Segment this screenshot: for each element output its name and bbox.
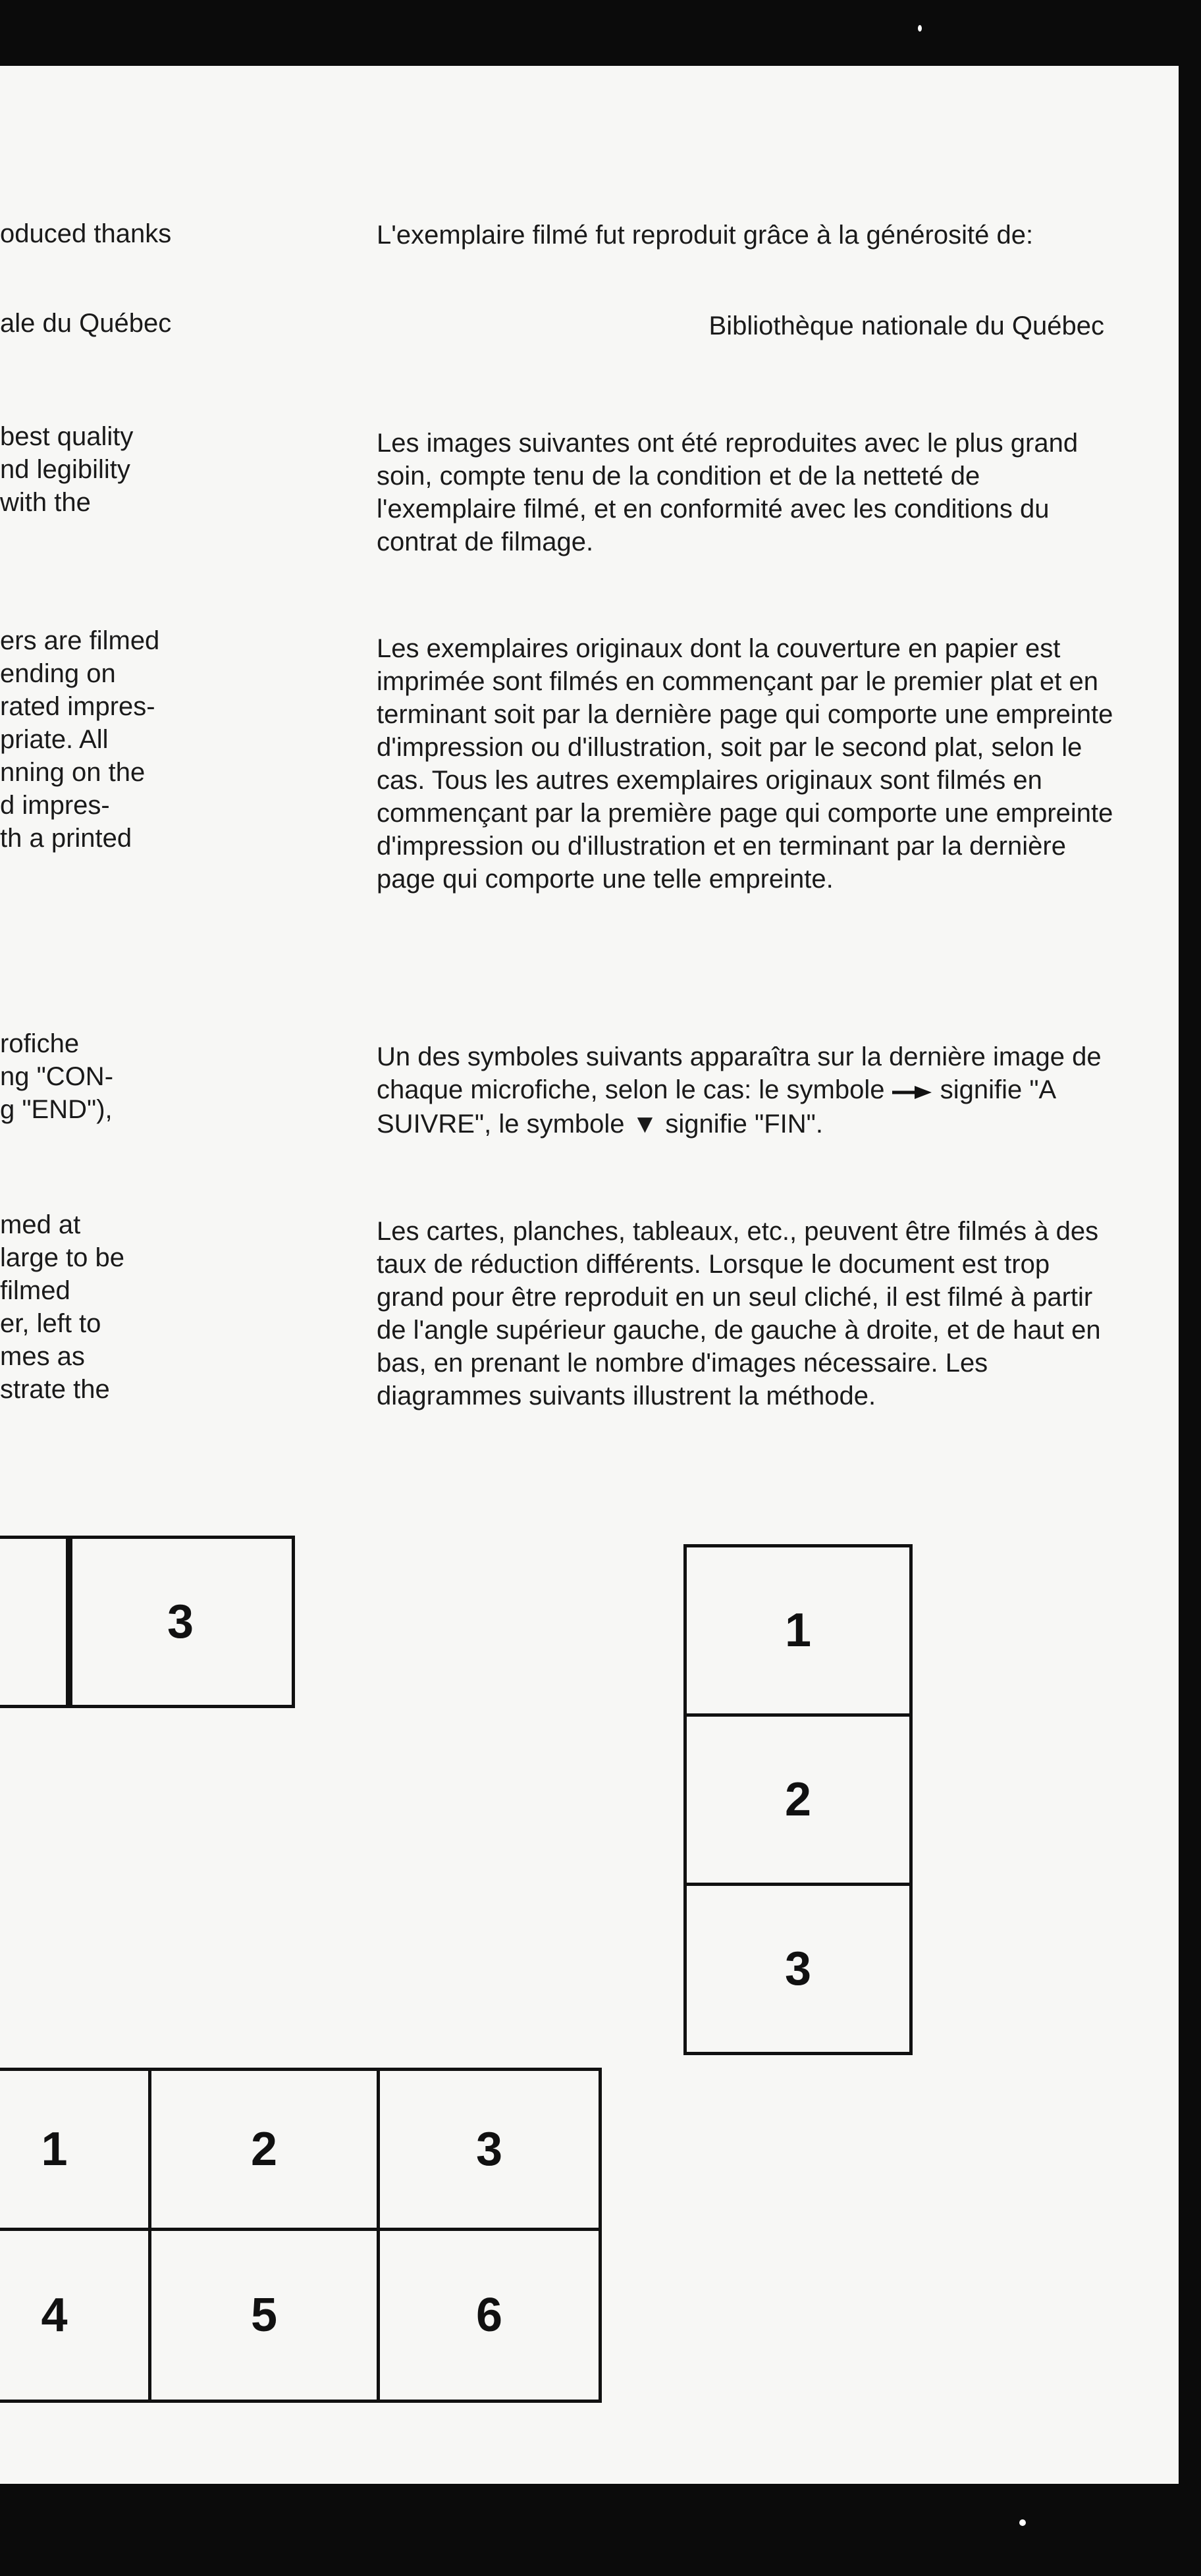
left-fragment: rofiche bbox=[0, 1029, 80, 1058]
institution-name: Bibliothèque nationale du Québec bbox=[708, 311, 1104, 340]
left-fragment: ending on bbox=[0, 659, 116, 688]
grid-diagram-cell: 1 bbox=[0, 2068, 151, 2231]
continued-arrow-icon bbox=[892, 1075, 933, 1108]
scan-speck bbox=[918, 25, 922, 32]
left-fragment: med at bbox=[0, 1210, 81, 1239]
left-fragment: nd legibility bbox=[0, 455, 130, 484]
left-fragment: th a printed bbox=[0, 824, 132, 853]
left-fragment: priate. All bbox=[0, 725, 109, 754]
symbols-text-part: signifie "FIN". bbox=[658, 1110, 823, 1139]
paragraph-originals: Les exemplaires originaux dont la couverture en papier est imprimée sont filmés en commençant par le premier plat et en terminant soit par la dernière page qui comporte une empreinte d'impression ou d'illustration, soit par le second plat, selon le cas. Tous les autres exemplaires originaux sont filmés en commençant par la première page qui comporte une empreinte d'impression ou d'illustration et en terminant par la dernière page qui comporte une telle empreinte. bbox=[377, 634, 1113, 894]
scan-speck bbox=[1019, 2519, 1026, 2526]
left-fragment: strate the bbox=[0, 1375, 110, 1404]
grid-diagram-cell: 5 bbox=[148, 2228, 380, 2403]
left-fragment: filmed bbox=[0, 1276, 70, 1305]
paragraph-quality: Les images suivantes ont été reproduites avec le plus grand soin, compte tenu de la condition et de la netteté de l'exemplaire filmé, et en conformité avec les conditions du contrat de filmage. bbox=[377, 429, 1079, 556]
left-fragment: mes as bbox=[0, 1342, 85, 1371]
symbols-text-part: signifie "A SUIVRE", le symbole bbox=[377, 1075, 1055, 1139]
column-diagram-cell: 2 bbox=[683, 1713, 913, 1886]
left-fragment: with the bbox=[0, 488, 91, 517]
grid-diagram-cell: 4 bbox=[0, 2228, 151, 2403]
left-fragment: ng "CON- bbox=[0, 1062, 114, 1091]
left-fragment: g "END"), bbox=[0, 1095, 113, 1124]
left-fragment: ale du Québec bbox=[0, 309, 172, 338]
left-fragment: ers are filmed bbox=[0, 626, 160, 655]
paragraph-symbols bbox=[377, 1040, 1114, 1140]
grid-diagram-cell: 2 bbox=[148, 2068, 380, 2231]
symbols-text-part: Un des symboles suivants apparaîtra sur la dernière image de chaque microfiche, selon le cas: le symbole bbox=[377, 1042, 1102, 1104]
row-diagram-cell bbox=[0, 1536, 72, 1708]
document-page bbox=[0, 66, 1179, 2484]
left-fragment: d impres- bbox=[0, 791, 110, 820]
left-fragment: large to be bbox=[0, 1243, 125, 1272]
column-diagram-cell: 1 bbox=[683, 1544, 913, 1717]
left-fragment: nning on the bbox=[0, 758, 146, 787]
grid-diagram-cell: 6 bbox=[377, 2228, 602, 2403]
left-fragment: best quality bbox=[0, 422, 134, 451]
paragraph-method: Les cartes, planches, tableaux, etc., peuvent être filmés à des taux de réduction différents. Lorsque le document est trop grand pour être reproduit en un seul cliché, il est filmé à partir de l'angle supérieur gauche, de gauche à droite, et de haut en bas, en prenant le nombre d'images nécessaire. Les diagrammes suivants illustrent la méthode. bbox=[377, 1217, 1101, 1410]
intro-text: L'exemplaire filmé fut reproduit grâce à la générosité de: bbox=[377, 221, 1034, 250]
left-fragment: oduced thanks bbox=[0, 219, 172, 248]
column-diagram-cell: 3 bbox=[683, 1883, 913, 2055]
row-diagram-cell: 3 bbox=[66, 1536, 295, 1708]
left-fragment: er, left to bbox=[0, 1309, 101, 1338]
end-triangle-icon: ▼ bbox=[631, 1110, 658, 1139]
left-fragment: rated impres- bbox=[0, 692, 155, 721]
grid-diagram-cell: 3 bbox=[377, 2068, 602, 2231]
